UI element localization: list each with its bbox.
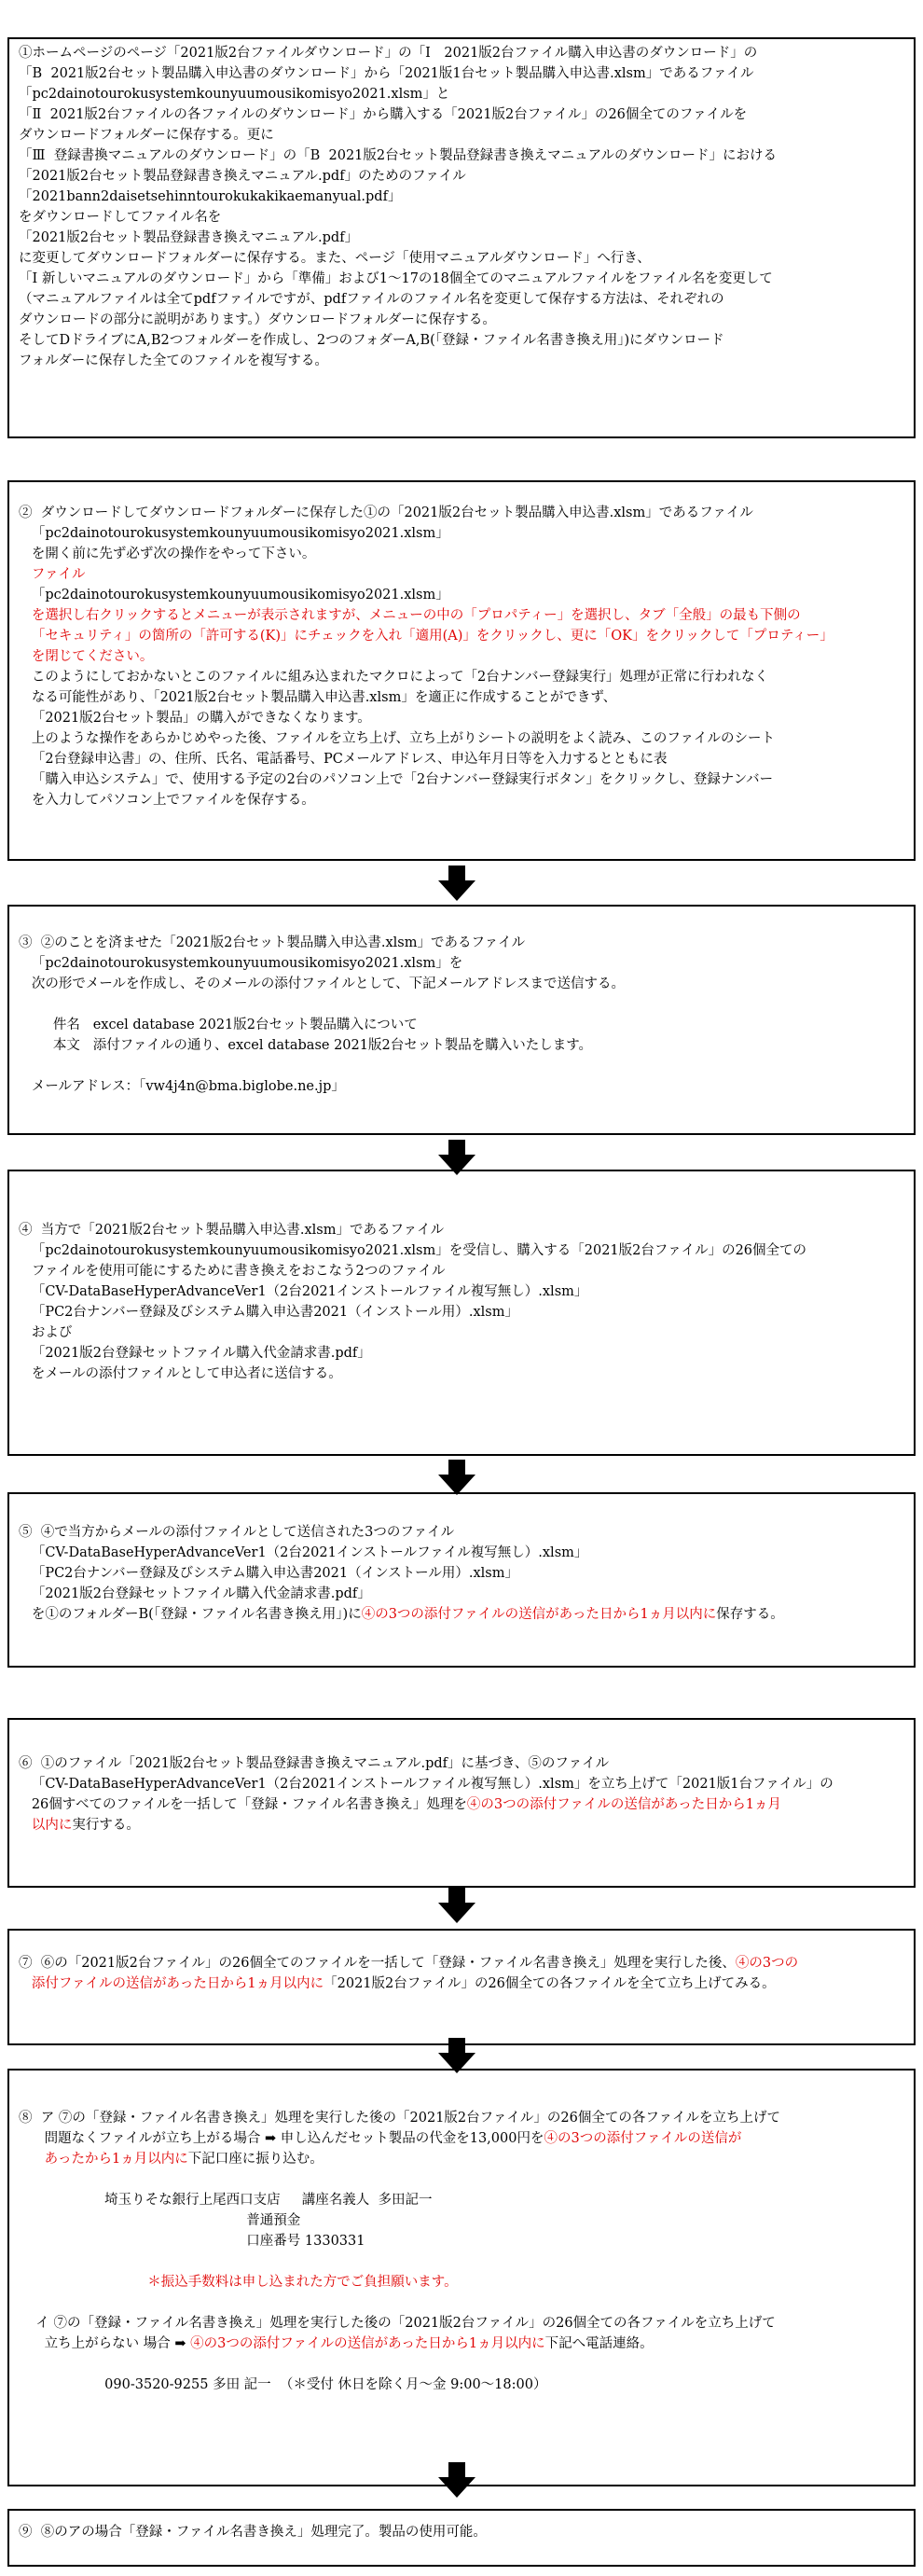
body-text: 「Ⅰ 新しいマニュアルのダウンロード」から「準備」および1～17の18個全てのマニュアルファイルをファイル名を変更して — [19, 271, 773, 286]
body-text: 「CV-DataBaseHyperAdvanceVer1（2台2021インストールファイル複写無し）.xlsm」 — [19, 1284, 588, 1299]
highlight-text: 以内に — [19, 1818, 73, 1833]
text-line — [19, 1302, 914, 1323]
text-line — [19, 2190, 914, 2210]
text-line — [19, 310, 914, 330]
text-line — [19, 667, 914, 687]
text-line — [19, 523, 914, 544]
text-line — [19, 2169, 914, 2190]
body-text: ② ダウンロードしてダウンロードフォルダーに保存した①の「2021版2台セット製品購入申込書.xlsm」であるファイル — [19, 506, 753, 520]
text-line — [19, 2108, 914, 2128]
body-text: 090-3520-9255 多田 記一 （＊受付 休日を除く月～金 9:00～18:00） — [19, 2377, 547, 2392]
text-line — [19, 1604, 914, 1625]
body-text: 「2021版2台ファイル」の26個全ての各ファイルを全て立ち上げてみる。 — [324, 1976, 776, 1991]
text-line — [19, 790, 914, 810]
body-text: をメールの添付ファイルとして申込者に送信する。 — [19, 1366, 342, 1381]
text-line — [19, 1774, 914, 1794]
body-text: 「pc2dainotourokusystemkounyuumousikomisyo2021.xlsm」と — [19, 87, 450, 102]
text-line — [19, 769, 914, 790]
body-text: 件名 excel database 2021版2台セット製品購入について — [19, 1018, 418, 1032]
text-line — [19, 1953, 914, 1974]
body-text: および — [19, 1325, 73, 1340]
step-6-box — [7, 1718, 916, 1888]
text-line — [19, 687, 914, 708]
body-text: 下記口座に振り込む。 — [187, 2152, 324, 2167]
text-line — [19, 351, 914, 371]
text-line — [19, 2313, 914, 2334]
step-7-box — [7, 1929, 916, 2045]
body-text: を開く前に先ず必ず次の操作をやって下さい。 — [19, 547, 316, 561]
body-text: 普通預金 — [19, 2213, 301, 2228]
body-text: 「購入申込システム」で、使用する予定の2台のパソコン上で「2台ナンバー登録実行ボタン」をクリックし、登録ナンバー — [19, 772, 774, 787]
body-text: なる可能性があり、「2021版2台セット製品購入申込書.xlsm」を適正に作成することができず、 — [19, 690, 617, 705]
text-line — [19, 2251, 914, 2272]
body-text: 26個すべてのファイルを一括して「登録・ファイル名書き換え」処理を — [19, 1797, 467, 1812]
highlight-text: を閉じてください。 — [19, 649, 154, 664]
text-line — [19, 1364, 914, 1384]
body-text: 実行する。 — [72, 1818, 140, 1833]
text-line — [19, 1815, 914, 1835]
body-text: 「2021版2台セット製品登録書き換えマニュアル.pdf」 — [19, 230, 359, 245]
arrow-down-icon — [438, 1888, 475, 1923]
highlight-text: 添付ファイルの送信があった日から1ヵ月以内に — [19, 1976, 324, 1991]
text-line — [19, 1563, 914, 1584]
step-2-box — [7, 480, 916, 861]
body-text: 「2台登録申込書」の、住所、氏名、電話番号、PCメールアドレス、申込年月日等を入力するとともに表 — [19, 752, 668, 767]
arrow-down-icon — [438, 2462, 475, 2498]
step-3-box — [7, 905, 916, 1135]
highlight-text: を選択し右クリックするとメニューが表示されますが、メニューの中の「プロパティー」を選択し、タブ「全般」の最も下側の — [19, 608, 801, 623]
body-text: 「2021版2台登録セットファイル購入代金請求書.pdf」 — [19, 1346, 371, 1361]
body-text: ⑦ ⑥の「2021版2台ファイル」の26個全てのファイルを一括して「登録・ファイル名書き換え」処理を実行した後、 — [19, 1956, 736, 1971]
text-line — [19, 564, 914, 585]
body-text: このようにしておかないとこのファイルに組み込まれたマクロによって「2台ナンバー登録実行」処理が正常に行われなく — [19, 670, 769, 685]
body-text: 「pc2dainotourokusystemkounyuumousikomisyo2021.xlsm」 — [19, 588, 449, 602]
body-text: ⑨ ⑧のアの場合「登録・ファイル名書き換え」処理完了。製品の使用可能。 — [19, 2525, 487, 2540]
body-text: 「B 2021版2台セット製品購入申込書のダウンロード」から「2021版1台セット製品購入申込書.xlsm」であるファイル — [19, 66, 754, 81]
text-line — [19, 974, 914, 994]
text-line — [19, 1261, 914, 1281]
text-line — [19, 994, 914, 1015]
text-line — [19, 2272, 914, 2292]
text-line — [19, 933, 914, 953]
text-line — [19, 2149, 914, 2169]
text-line — [19, 269, 914, 289]
body-text: 「pc2dainotourokusystemkounyuumousikomisyo2021.xlsm」を — [19, 956, 463, 971]
arrow-down-icon — [438, 866, 475, 901]
body-text: 「pc2dainotourokusystemkounyuumousikomisyo2021.xlsm」 — [19, 526, 449, 541]
text-line — [19, 626, 914, 646]
text-line — [19, 330, 914, 351]
highlight-text: ファイル — [19, 567, 86, 582]
text-line — [19, 1056, 914, 1076]
body-text: 「2021版2台セット製品登録書き換えマニュアル.pdf」のためのファイル — [19, 169, 466, 184]
body-text: ファイルを使用可能にするために書き換えをおこなう2つのファイル — [19, 1264, 446, 1279]
body-text: 「CV-DataBaseHyperAdvanceVer1（2台2021インストールファイル複写無し）.xlsm」を立ち上げて「2021版1台ファイル」の — [19, 1777, 833, 1792]
text-line — [19, 728, 914, 749]
text-line — [19, 749, 914, 769]
text-line — [19, 43, 914, 63]
text-line — [19, 2334, 914, 2354]
text-line — [19, 2292, 914, 2313]
text-line — [19, 248, 914, 269]
step-1-box — [7, 37, 916, 438]
body-text: メールアドレス：「vw4j4n@bma.biglobe.ne.jp」 — [19, 1079, 345, 1094]
body-text: ⑤ ④で当方からメールの添付ファイルとして送信された3つのファイル — [19, 1525, 455, 1540]
text-line — [19, 1974, 914, 1994]
text-line — [19, 1281, 914, 1302]
body-text: 埼玉りそな銀行上尾西口支店 講座名義人 多田記一 — [19, 2193, 433, 2208]
text-line — [19, 1543, 914, 1563]
text-line — [19, 63, 914, 84]
text-line — [19, 145, 914, 166]
text-line — [19, 1220, 914, 1240]
highlight-text: ④の3つの — [735, 1956, 799, 1971]
body-text: ④ 当方で「2021版2台セット製品購入申込書.xlsm」であるファイル — [19, 1223, 445, 1238]
body-text: をダウンロードしてファイル名を — [19, 210, 222, 225]
text-line — [19, 228, 914, 248]
body-text: 「pc2dainotourokusystemkounyuumousikomisyo2021.xlsm」を受信し、購入する「2021版2台ファイル」の26個全ての — [19, 1243, 807, 1258]
body-text: ③ ②のことを済ませた「2021版2台セット製品購入申込書.xlsm」であるファイル — [19, 935, 526, 950]
body-text: イ ⑦の「登録・ファイル名書き換え」処理を実行した後の「2021版2台ファイル」の26個全ての各ファイルを立ち上げて — [19, 2316, 776, 2331]
text-line — [19, 104, 914, 125]
highlight-text: ④の3つの添付ファイルの送信があった日から1ヵ月以内に — [361, 1607, 717, 1622]
text-line — [19, 2522, 914, 2542]
body-text: 立ち上がらない 場合 ➡ — [19, 2336, 191, 2351]
text-line — [19, 544, 914, 564]
text-line — [19, 289, 914, 310]
highlight-text: ④の3つの添付ファイルの送信があった日から1ヵ月 — [466, 1797, 781, 1812]
text-line — [19, 1343, 914, 1364]
text-line — [19, 1240, 914, 1261]
text-line — [19, 2128, 914, 2149]
body-text: （マニュアルファイルは全てpdfファイルですが、pdfファイルのファイル名を変更して保存する方法は、それぞれの — [19, 292, 724, 307]
text-line — [19, 953, 914, 974]
body-text: 「2021版2台セット製品」の購入ができなくなります。 — [19, 711, 371, 726]
body-text: を入力してパソコン上でファイルを保存する。 — [19, 793, 315, 808]
body-text: 「PC2台ナンバー登録及びシステム購入申込書2021（インストール用）.xlsm」 — [19, 1566, 519, 1581]
body-text: 口座番号 1330331 — [19, 2234, 365, 2249]
text-line — [19, 1753, 914, 1774]
text-line — [19, 1522, 914, 1543]
body-text: ⑥ ①のファイル「2021版2台セット製品登録書き換えマニュアル.pdf」に基づき、⑤のファイル — [19, 1756, 610, 1771]
body-text: 問題なくファイルが立ち上がる場合 ➡ 申し込んだセット製品の代金を13,000円を — [19, 2131, 544, 2146]
text-line — [19, 2354, 914, 2375]
text-line — [19, 585, 914, 605]
text-line — [19, 166, 914, 187]
highlight-text: あったから1ヵ月以内に — [19, 2152, 188, 2167]
step-4-box — [7, 1170, 916, 1456]
body-text: 保存する。 — [716, 1607, 784, 1622]
body-text: 「2021版2台登録セットファイル購入代金請求書.pdf」 — [19, 1586, 371, 1601]
text-line — [19, 1584, 914, 1604]
text-line — [19, 2210, 914, 2231]
text-line — [19, 708, 914, 728]
text-line — [19, 2375, 914, 2395]
step-8-box — [7, 2069, 916, 2486]
body-text: を①のフォルダーB(「登録・ファイル名書き換え用」)に — [19, 1607, 362, 1622]
text-line — [19, 207, 914, 228]
step-5-box — [7, 1492, 916, 1668]
body-text: 「Ⅲ 登録書換マニュアルのダウンロード」の「B 2021版2台セット製品登録書き換えマニュアルのダウンロード」における — [19, 148, 778, 163]
text-line — [19, 1015, 914, 1035]
text-line — [19, 2231, 914, 2251]
body-text: 「CV-DataBaseHyperAdvanceVer1（2台2021インストールファイル複写無し）.xlsm」 — [19, 1545, 588, 1560]
body-text: 「Ⅱ 2021版2台ファイルの各ファイルのダウンロード」から購入する「2021版2台ファイル」の26個全てのファイルを — [19, 107, 748, 122]
text-line — [19, 125, 914, 145]
text-line — [19, 1323, 914, 1343]
body-text: 「PC2台ナンバー登録及びシステム購入申込書2021（インストール用）.xlsm」 — [19, 1305, 519, 1320]
highlight-text: 「セキュリティ」の箇所の「許可する(K)」にチェックを入れ「適用(A)」をクリックし、更に「OK」をクリックして「プロティー」 — [19, 629, 833, 644]
highlight-text: ④の3つの添付ファイルの送信があった日から1ヵ月以内に — [190, 2336, 545, 2351]
body-text: に変更してダウンロードフォルダーに保存する。また、ページ「使用マニュアルダウンロード」へ行き、 — [19, 251, 651, 266]
body-text: 「2021bann2daisetsehinntourokukakikaemanyual.pdf」 — [19, 189, 402, 204]
text-line — [19, 1035, 914, 1056]
text-line — [19, 605, 914, 626]
step-9-box — [7, 2509, 916, 2567]
text-line — [19, 1076, 914, 1097]
body-text: 上のような操作をあらかじめやった後、ファイルを立ち上げ、立ち上がりシートの説明をよく読み、このファイルのシート — [19, 731, 776, 746]
arrow-down-icon — [438, 1460, 475, 1495]
text-line — [19, 84, 914, 104]
body-text: そしてDドライブにA,B2つフォルダーを作成し、2つのフォダーA,B(「登録・ファイル名書き換え用」)にダウンロード — [19, 333, 724, 348]
text-line — [19, 503, 914, 523]
text-line — [19, 1794, 914, 1815]
body-text: 次の形でメールを作成し、そのメールの添付ファイルとして、下記メールアドレスまで送信する。 — [19, 976, 625, 991]
body-text: ダウンロードフォルダーに保存する。更に — [19, 128, 274, 143]
body-text: フォルダーに保存した全てのファイルを複写する。 — [19, 353, 328, 368]
body-text: ダウンロードの部分に説明があります。）ダウンロードフォルダーに保存する。 — [19, 312, 496, 327]
text-line — [19, 646, 914, 667]
text-line — [19, 187, 914, 207]
body-text: 下記へ電話連絡。 — [544, 2336, 654, 2351]
highlight-text: ＊振込手数料は申し込まれた方でご負担願います。 — [19, 2275, 458, 2290]
body-text: ⑧ ア ⑦の「登録・ファイル名書き換え」処理を実行した後の「2021版2台ファイル」の26個全ての各ファイルを立ち上げて — [19, 2111, 781, 2126]
highlight-text: ④の3つの添付ファイルの送信が — [544, 2131, 742, 2146]
body-text: 本文 添付ファイルの通り、excel database 2021版2台セット製品を購入いたします。 — [19, 1038, 593, 1053]
body-text: ①ホームページのページ「2021版2台ファイルダウンロード」の「Ⅰ 2021版2台ファイル購入申込書のダウンロード」の — [19, 46, 758, 61]
